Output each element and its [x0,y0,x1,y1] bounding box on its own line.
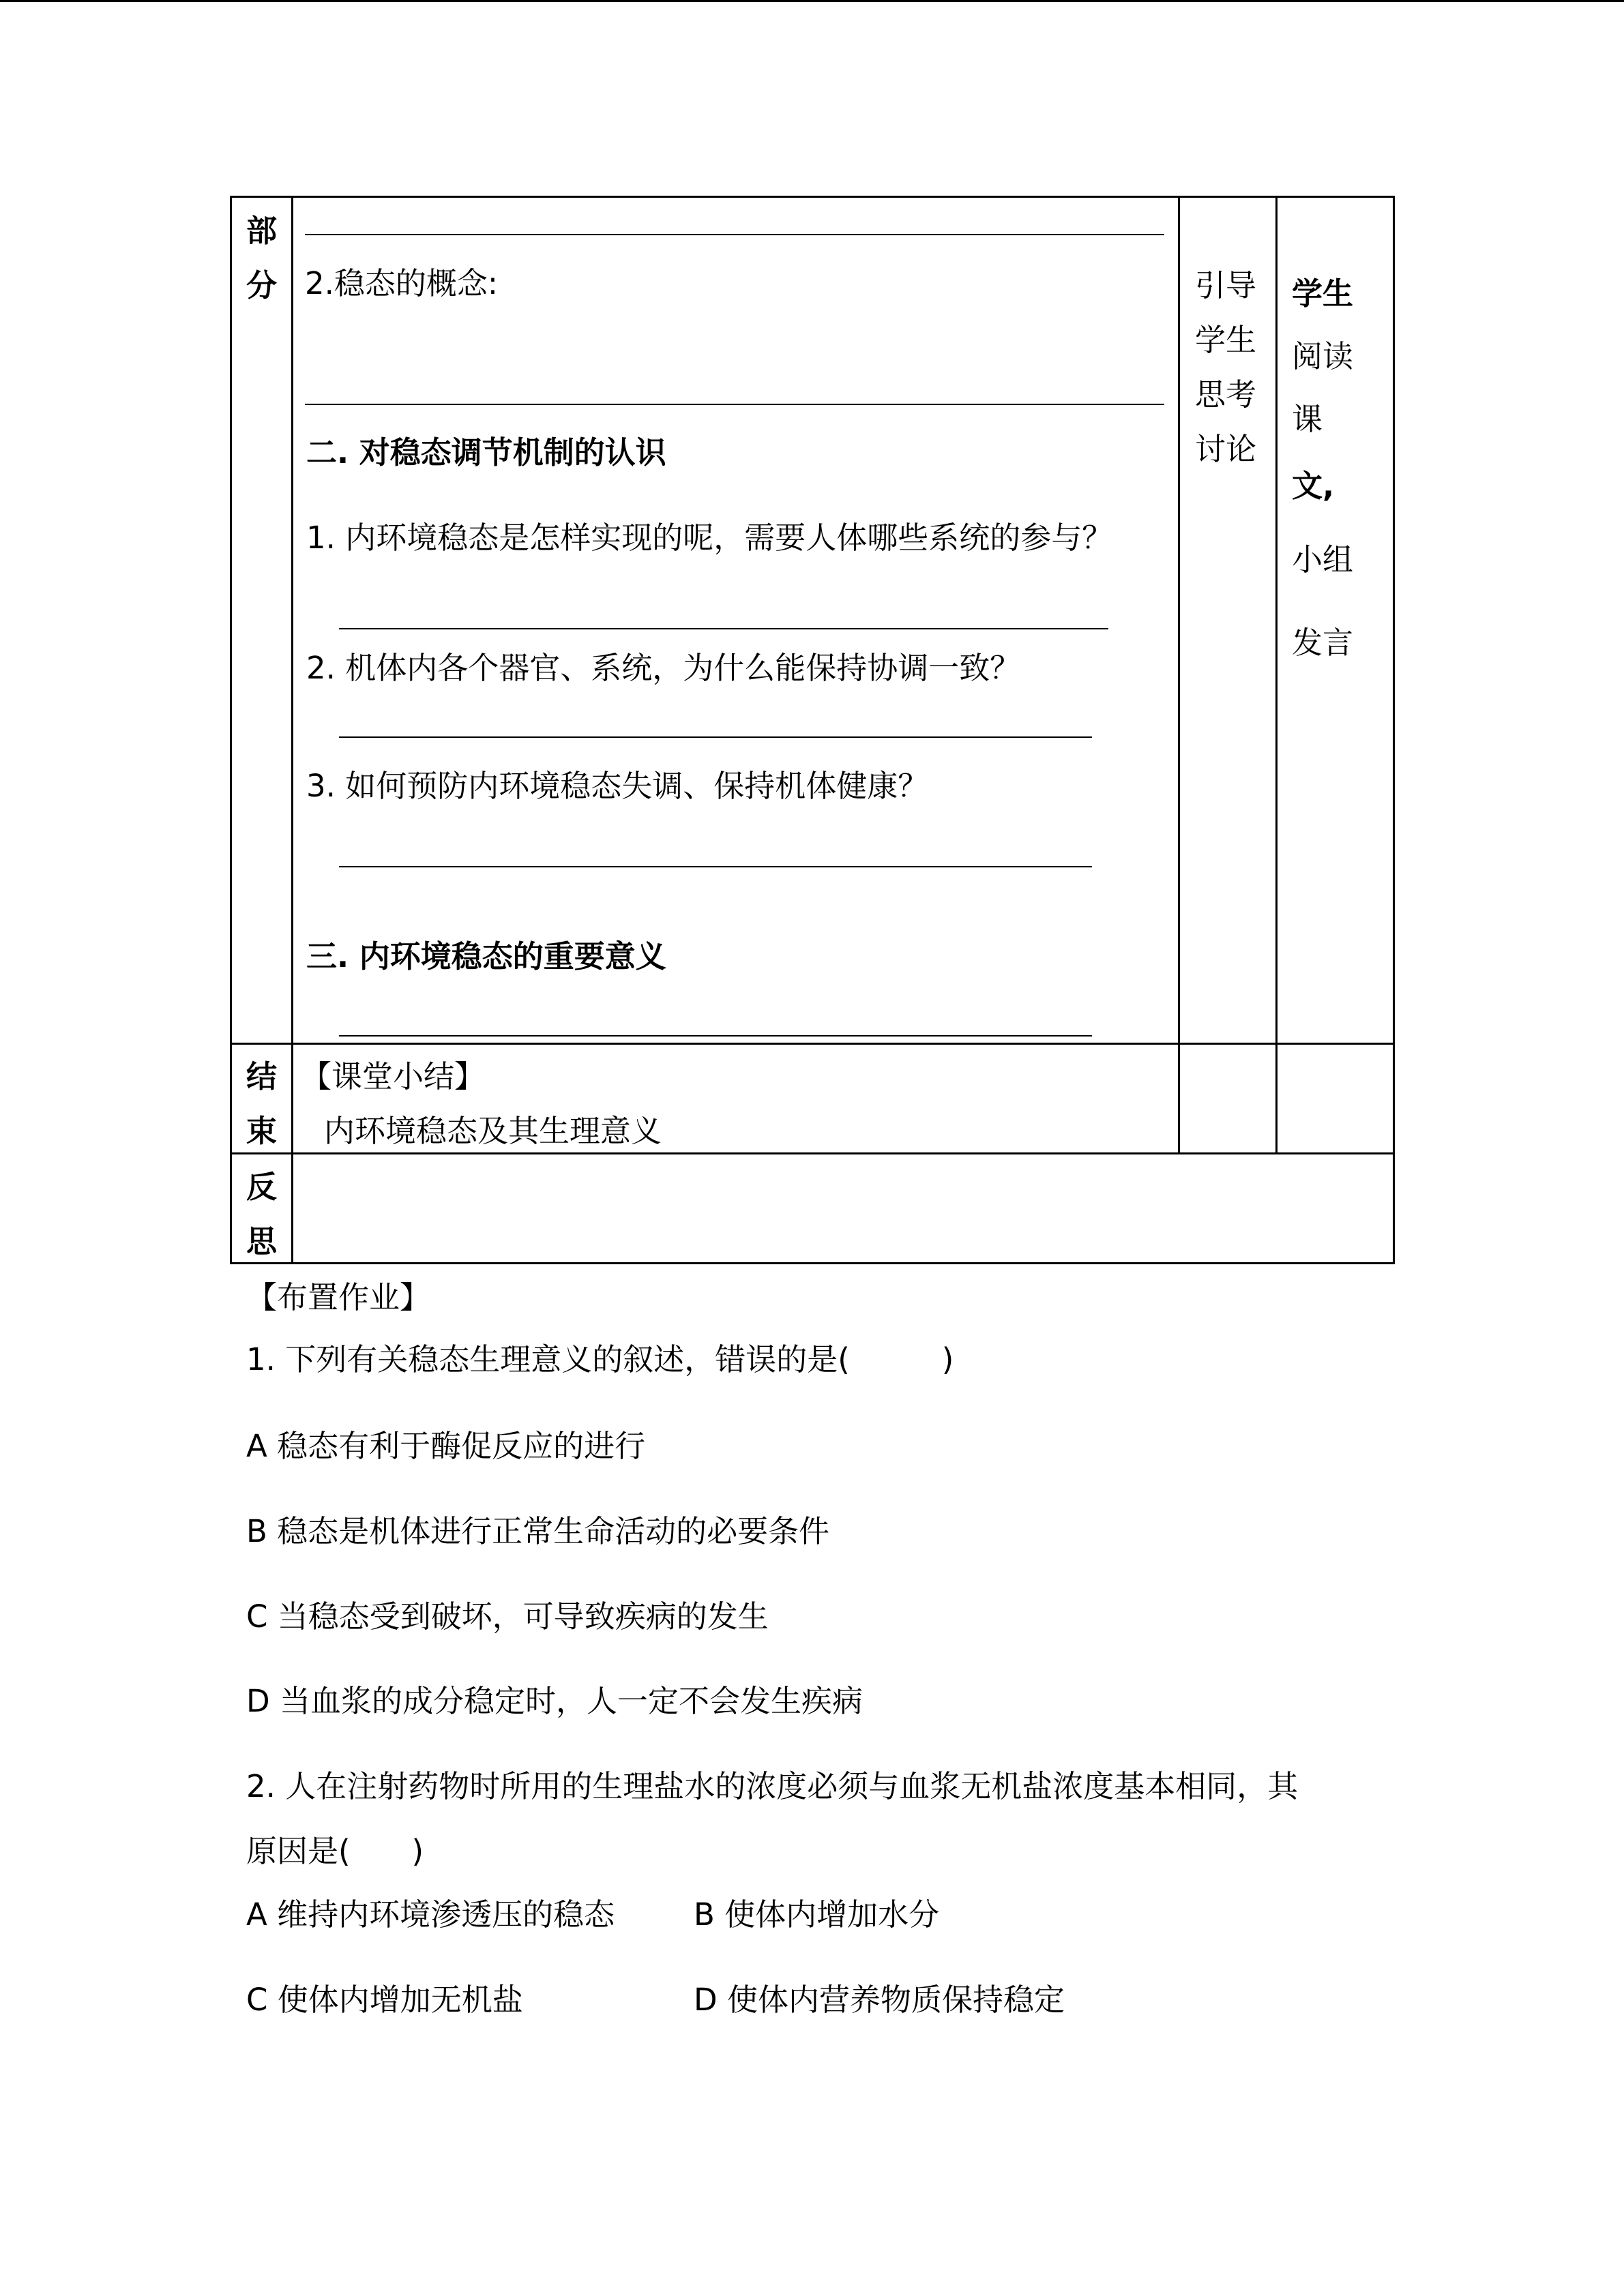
closing-label-char-1: 结 [246,1058,278,1094]
heading-significance: 三. 内环境稳态的重要意义 [306,938,666,974]
reflection-label-char-1: 反 [246,1169,278,1205]
reflection-label-char-2: 思 [246,1223,278,1259]
answer-line-q3 [339,866,1092,867]
row-divider-1 [230,1043,1395,1045]
summary-title: 【课堂小结】 [301,1058,486,1094]
teacher-activity-line-3: 思考 [1195,376,1257,413]
student-activity-line-4: 文, [1292,468,1335,504]
homework-q1-option-a: A 稳态有利于酶促反应的进行 [246,1428,646,1464]
answer-line-significance [339,1035,1092,1037]
heading-regulation-mechanism: 二. 对稳态调节机制的认识 [306,434,666,471]
student-activity-line-5: 小组 [1292,541,1354,578]
homework-q1-option-c: C 当稳态受到破坏，可导致疾病的发生 [246,1598,769,1635]
section-label-char-1: 部 [246,213,278,249]
label-column-divider [291,196,293,1264]
homework-q1-stem: 1. 下列有关稳态生理意义的叙述，错误的是( ) [246,1341,954,1377]
closing-label-char-2: 束 [246,1113,278,1149]
student-activity-line-6: 发言 [1292,625,1354,661]
answer-line-top [305,234,1164,235]
question-2: 2. 机体内各个器官、系统，为什么能保持协调一致？ [306,650,1021,686]
table-bottom-border [230,1262,1395,1264]
homework-q2-option-d: D 使体内营养物质保持稳定 [694,1982,1065,2018]
section-label-char-2: 分 [246,267,278,303]
row-divider-2 [230,1152,1395,1154]
teacher-activity-line-1: 引导 [1195,267,1257,303]
teacher-activity-line-4: 讨论 [1195,431,1257,467]
answer-line-q2 [339,736,1092,738]
homework-q2-option-c: C 使体内增加无机盐 [246,1982,523,2018]
homework-title: 【布置作业】 [246,1279,431,1315]
student-activity-line-2: 阅读 [1292,338,1354,374]
student-activity-line-1: 学生 [1292,275,1354,312]
activity-column-divider [1275,196,1278,1154]
answer-line-concept [305,404,1164,405]
homework-q2-option-b: B 使体内增加水分 [694,1896,940,1933]
summary-text: 内环境稳态及其生理意义 [324,1113,662,1149]
homework-q2-stem-line-2: 原因是( ) [246,1833,424,1869]
page-top-border [0,0,1624,2]
question-3: 3. 如何预防内环境稳态失调、保持机体健康？ [306,768,929,804]
table-top-border [230,196,1395,198]
homework-q2-stem-line-1: 2. 人在注射药物时所用的生理盐水的浓度必须与血浆无机盐浓度基本相同，其 [246,1768,1299,1804]
answer-line-q1 [339,628,1108,629]
student-activity-line-3: 课 [1292,401,1323,437]
homework-q1-option-d: D 当血浆的成分稳定时，人一定不会发生疾病 [246,1683,863,1719]
table-left-border [230,196,232,1264]
concept-label: 2.稳态的概念: [305,265,499,301]
content-column-divider [1178,196,1180,1154]
homework-q1-option-b: B 稳态是机体进行正常生命活动的必要条件 [246,1513,830,1549]
homework-q2-option-a: A 维持内环境渗透压的稳态 [246,1896,615,1933]
teacher-activity-line-2: 学生 [1195,322,1257,358]
question-1: 1. 内环境稳态是怎样实现的呢，需要人体哪些系统的参与？ [306,520,1113,556]
table-right-border [1393,196,1395,1264]
